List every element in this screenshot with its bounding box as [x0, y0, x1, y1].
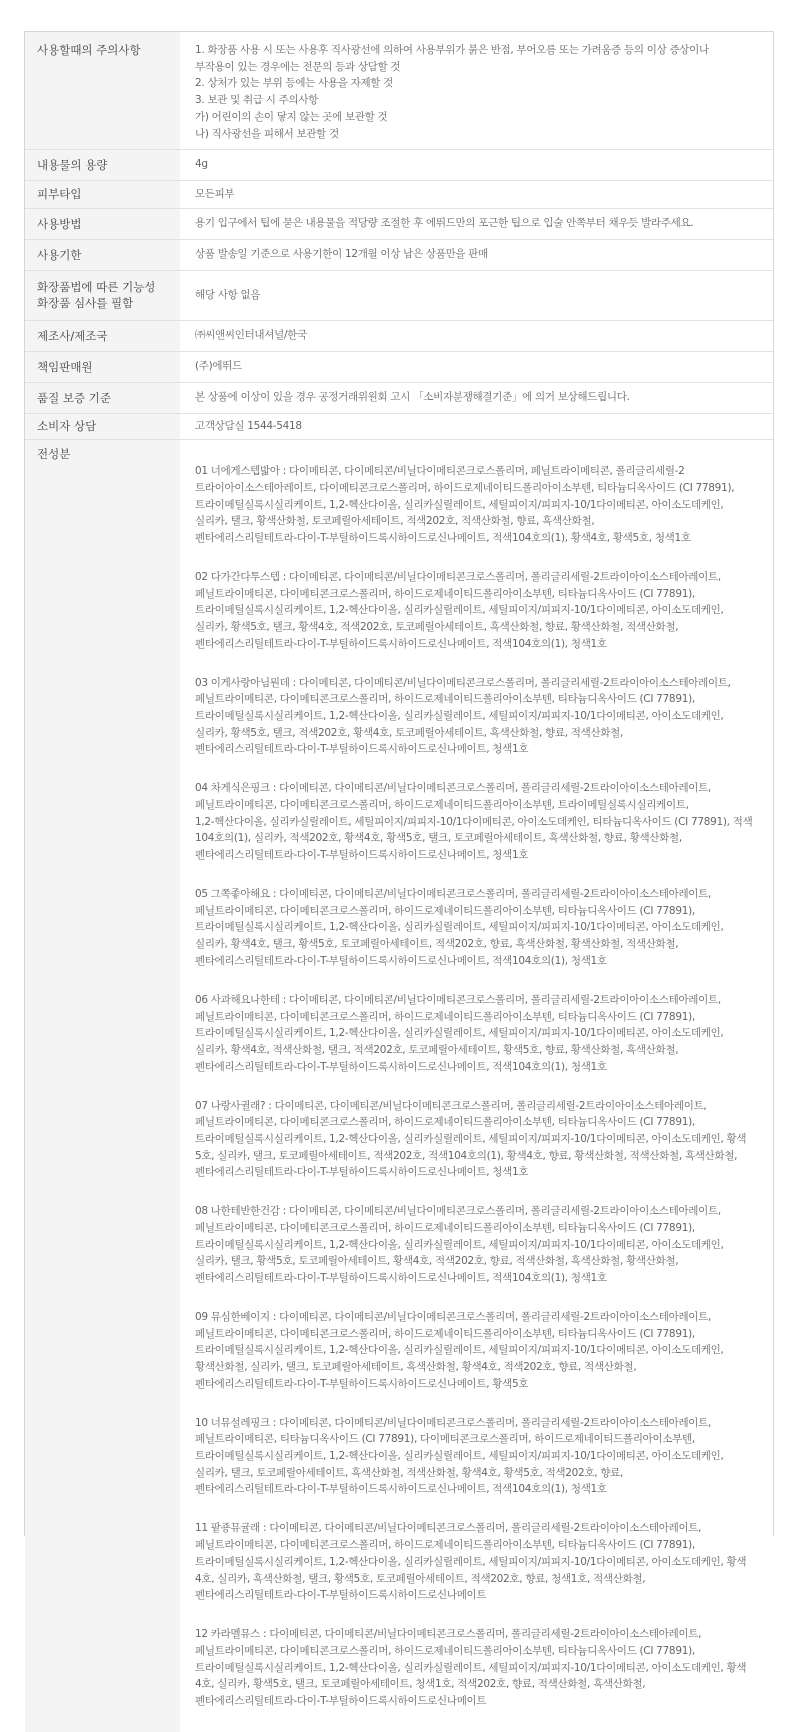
row-value: 본 상품에 이상이 있을 경우 공정거래위원회 고시 「소비자분쟁해결기준」에 의거 보상해드립니다.	[180, 382, 773, 413]
row-manufacturer	[25, 320, 773, 351]
row-value: 용기 입구에서 팁에 묻은 내용물을 적당량 조절한 후 에뛰드만의 포근한 팁으로 입술 안쪽부터 채우듯 발라주세요.	[180, 208, 773, 239]
row-label: 책임판매원	[25, 351, 180, 382]
ingredient-item: 10 너뮤설레핑크 : 다이메티콘, 다이메티콘/비닐다이메티콘크로스폴리머, 폴리글리세릴-2트라이아이소스테아레이트, 페닐트라이메티콘, 티타늄디옥사이드 (CI 77891), 다이메티콘크로스폴리머, 하이드로제네이티드폴리아이소부텐, 트라이메틸실록시실리케이트, 1,2-헥산다이올, 실리카실릴레이트, 세틸피이지/피피지-10/1다이메티콘, 아이소도데케인, 실리카, 탤크, 토코페릴아세테이트, 흑색산화철, 적색산화철, 황색4호, 황색5호, 적색202호, 향료, 펜타에리스리틸테트라-다이-T-부틸하이드록시하이드로신나메이트, 적색104호의(1), 청색1호	[195, 1416, 724, 1496]
row-value: 4g	[180, 149, 773, 180]
ingredient-item: 02 다가간다투스텝 : 다이메티콘, 다이메티콘/비닐다이메티콘크로스폴리머, 폴리글리세릴-2트라이아이소스테아레이트, 페닐트라이메티콘, 다이메티콘크로스폴리머, 하이드로제네이티드폴리아이소부텐, 티타늄디옥사이드 (CI 77891), 트라이메틸실록시실리케이트, 1,2-헥산다이올, 실리카실릴레이트, 세틸피이지/피피지-10/1다이메티콘, 아이소도데케인, 실리카, 황색5호, 탤크, 황색4호, 적색202호, 토코페릴아세테이트, 흑색산화철, 향료, 황색산화철, 적색산화철, 펜타에리스리틸테트라-다이-T-부틸하이드록시하이드로신나메이트, 적색104호의(1), 청색1호	[195, 570, 724, 650]
product-info-table-container	[24, 31, 774, 1707]
ingredient-item: 07 나랑사귈래? : 다이메티콘, 다이메티콘/비닐다이메티콘크로스폴리머, 폴리글리세릴-2트라이아이소스테아레이트, 페닐트라이메티콘, 다이메티콘크로스폴리머, 하이드로제네이티드폴리아이소부텐, 티타늄디옥사이드 (CI 77891), 트라이메틸실록시실리케이트, 1,2-헥산다이올, 실리카실릴레이트, 세틸피이지/피피지-10/1다이메티콘, 아이소도데케인, 황색 5호, 실리카, 탤크, 토코페릴아세테이트, 적색202호, 적색104호의(1), 황색4호, 향료, 황색산화철, 적색산화철, 흑색산화철, 펜타에리스리틸테트라-다이-T-부틸하이드록시하이드로신나메이트, 청색1호	[195, 1099, 747, 1179]
row-label: 사용할때의 주의사항	[25, 32, 180, 149]
row-value: ㈜씨앤씨인터내셔널/한국	[180, 320, 773, 351]
row-usage	[25, 208, 773, 239]
row-customer-service	[25, 413, 773, 439]
row-quality-guarantee	[25, 382, 773, 413]
ingredient-item: 08 나한테반한건감 : 다이메티콘, 다이메티콘/비닐다이메티콘크로스폴리머, 폴리글리세릴-2트라이아이소스테아레이트, 페닐트라이메티콘, 다이메티콘크로스폴리머, 하이드로제네이티드폴리아이소부텐, 티타늄디옥사이드 (CI 77891), 트라이메틸실록시실리케이트, 1,2-헥산다이올, 실리카실릴레이트, 세틸피이지/피피지-10/1다이메티콘, 아이소도데케인, 실리카, 탤크, 황색5호, 토코페릴아세테이트, 황색4호, 적색202호, 향료, 적색산화철, 흑색산화철, 황색산화철, 펜타에리스리틸테트라-다이-T-부틸하이드록시하이드로신나메이트, 적색104호의(1), 청색1호	[195, 1205, 724, 1285]
row-functional-review	[25, 270, 773, 320]
row-distributor	[25, 351, 773, 382]
row-value: 1. 화장품 사용 시 또는 사용후 직사광선에 의하여 사용부위가 붉은 반점, 부어오름 또는 가려움증 등의 이상 증상이나 부작용이 있는 경우에는 전문의 등과 상담할 것 2. 상처가 있는 부위 등에는 사용을 자제할 것 3. 보관 및 취급 시 주의사항 가) 어린이의 손이 닿지 않는 곳에 보관할 것 나) 직사광선을 피해서 보관할 것	[180, 32, 773, 149]
row-expiry	[25, 239, 773, 270]
row-precautions	[25, 32, 773, 149]
ingredient-item: 04 차게식은핑크 : 다이메티콘, 다이메티콘/비닐다이메티콘크로스폴리머, 폴리글리세릴-2트라이아이소스테아레이트, 페닐트라이메티콘, 다이메티콘크로스폴리머, 하이드로제네이티드폴리아이소부텐, 트라이메틸실록시실리케이트, 1,2-헥산다이올, 실리카실릴레이트, 세틸피이지/피피지-10/1다이메티콘, 아이소도데케인, 티타늄디옥사이드 (CI 77891), 적색 104호의(1), 실리카, 적색202호, 황색4호, 황색5호, 탤크, 토코페릴아세테이트, 흑색산화철, 향료, 황색산화철, 펜타에리스리틸테트라-다이-T-부틸하이드록시하이드로신나메이트, 청색1호	[195, 782, 753, 862]
row-value: 모든피부	[180, 180, 773, 208]
row-ingredients	[25, 439, 773, 1732]
ingredient-item: 11 팥죵뮤귤래 : 다이메티콘, 다이메티콘/비닐다이메티콘크로스폴리머, 폴리글리세릴-2트라이아이소스테아레이트, 페닐트라이메티콘, 다이메티콘크로스폴리머, 하이드로제네이티드폴리아이소부텐, 티타늄디옥사이드 (CI 77891), 트라이메틸실록시실리케이트, 1,2-헥산다이올, 실리카실릴레이트, 세틸피이지/피피지-10/1다이메티콘, 아이소도데케인, 황색 4호, 실리카, 흑색산화철, 탤크, 황색5호, 토코페릴아세테이트, 적색202호, 향료, 청색1호, 적색산화철, 펜타에리스리틸테트라-다이-T-부틸하이드록시하이드로신나메이트	[195, 1522, 747, 1602]
ingredient-item: 01 너에게스텝밟아 : 다이메티콘, 다이메티콘/비닐다이메티콘크로스폴리머, 페닐트라이메티콘, 폴리글리세릴-2 트라이아이소스테아레이트, 다이메티콘크로스폴리머, 하이드로제네이티드폴리아이소부텐, 티타늄디옥사이드 (CI 77891), 트라이메틸실록시실리케이트, 1,2-헥산다이올, 실리카실릴레이트, 세틸피이지/피피지-10/1다이메티콘, 아이소도데케인, 실리카, 탤크, 황색산화철, 토코페릴아세테이트, 적색202호, 적색산화철, 향료, 흑색산화철, 펜타에리스리틸테트라-다이-T-부틸하이드록시하이드로신나메이트, 적색104호의(1), 황색4호, 황색5호, 청색1호	[195, 465, 735, 545]
row-label: 품질 보증 기준	[25, 382, 180, 413]
ingredient-item: 05 그쪽좋아해요 : 다이메티콘, 다이메티콘/비닐다이메티콘크로스폴리머, 폴리글리세릴-2트라이아이소스테아레이트, 페닐트라이메티콘, 다이메티콘크로스폴리머, 하이드로제네이티드폴리아이소부텐, 티타늄디옥사이드 (CI 77891), 트라이메틸실록시실리케이트, 1,2-헥산다이올, 실리카실릴레이트, 세틸피이지/피피지-10/1다이메티콘, 아이소도데케인, 실리카, 황색4호, 탤크, 황색5호, 토코페릴아세테이트, 적색202호, 향료, 흑색산화철, 황색산화철, 적색산화철, 펜타에리스리틸테트라-다이-T-부틸하이드록시하이드로신나메이트, 적색104호의(1), 청색1호	[195, 888, 724, 967]
row-label: 제조사/제조국	[25, 320, 180, 351]
ingredient-item: 09 뮤심한베이지 : 다이메티콘, 다이메티콘/비닐다이메티콘크로스폴리머, 폴리글리세릴-2트라이아이소스테아레이트, 페닐트라이메티콘, 다이메티콘크로스폴리머, 하이드로제네이티드폴리아이소부텐, 티타늄디옥사이드 (CI 77891), 트라이메틸실록시실리케이트, 1,2-헥산다이올, 실리카실릴레이트, 세틸피이지/피피지-10/1다이메티콘, 아이소도데케인, 황색산화철, 실리카, 탤크, 토코페릴아세테이트, 흑색산화철, 황색4호, 적색202호, 향료, 적색산화철, 펜타에리스리틸테트라-다이-T-부틸하이드록시하이드로신나메이트, 황색5호	[195, 1310, 724, 1390]
row-label: 사용방법	[25, 208, 180, 239]
row-label: 사용기한	[25, 239, 180, 270]
row-label: 내용물의 용량	[25, 149, 180, 180]
ingredient-item: 03 이게사랑아님뭔데 : 다이메티콘, 다이메티콘/비닐다이메티콘크로스폴리머, 폴리글리세릴-2트라이아이소스테아레이트, 페닐트라이메티콘, 다이메티콘크로스폴리머, 하이드로제네이티드폴리아이소부텐, 티타늄디옥사이드 (CI 77891), 트라이메틸실록시실리케이트, 1,2-헥산다이올, 실리카실릴레이트, 세틸피이지/피피지-10/1다이메티콘, 아이소도데케인, 실리카, 황색5호, 탤크, 적색202호, 황색4호, 토코페릴아세테이트, 흑색산화철, 향료, 적색산화철, 펜타에리스리틸테트라-다이-T-부틸하이드록시하이드로신나메이트, 청색1호	[195, 676, 731, 756]
row-label: 전성분	[25, 439, 180, 1732]
row-skin-type	[25, 180, 773, 208]
ingredients-list	[180, 439, 773, 1732]
ingredient-item: 12 카라멜뮤스 : 다이메티콘, 다이메티콘/비닐다이메티콘크로스폴리머, 폴리글리세릴-2트라이아이소스테아레이트, 페닐트라이메티콘, 다이메티콘크로스폴리머, 하이드로제네이티드폴리아이소부텐, 티타늄디옥사이드 (CI 77891), 트라이메틸실록시실리케이트, 1,2-헥산다이올, 실리카실릴레이트, 세틸피이지/피피지-10/1다이메티콘, 아이소도데케인, 황색 4호, 실리카, 황색5호, 탤크, 토코페릴아세테이트, 청색1호, 적색202호, 향료, 적색산화철, 흑색산화철, 펜타에리스리틸테트라-다이-T-부틸하이드록시하이드로신나메이트	[195, 1628, 747, 1707]
ingredient-item: 06 사과해요나한테 : 다이메티콘, 다이메티콘/비닐다이메티콘크로스폴리머, 폴리글리세릴-2트라이아이소스테아레이트, 페닐트라이메티콘, 다이메티콘크로스폴리머, 하이드로제네이티드폴리아이소부텐, 티타늄디옥사이드 (CI 77891), 트라이메틸실록시실리케이트, 1,2-헥산다이올, 실리카실릴레이트, 세틸피이지/피피지-10/1다이메티콘, 아이소도데케인, 실리카, 황색4호, 적색산화철, 탤크, 적색202호, 토코페릴아세테이트, 황색5호, 향료, 황색산화철, 흑색산화철, 펜타에리스리틸테트라-다이-T-부틸하이드록시하이드로신나메이트, 적색104호의(1), 청색1호	[195, 993, 724, 1073]
row-volume	[25, 149, 773, 180]
row-value: 해당 사항 없음	[180, 270, 773, 320]
row-value: 상품 발송일 기준으로 사용기한이 12개월 이상 남은 상품만을 판매	[180, 239, 773, 270]
row-value: 고객상담실 1544-5418	[180, 413, 773, 439]
row-label: 화장품법에 따른 기능성 화장품 심사를 필함	[25, 270, 180, 320]
row-value: (주)에뛰드	[180, 351, 773, 382]
row-label: 피부타입	[25, 180, 180, 208]
product-info-table	[25, 32, 773, 1732]
row-label: 소비자 상담	[25, 413, 180, 439]
